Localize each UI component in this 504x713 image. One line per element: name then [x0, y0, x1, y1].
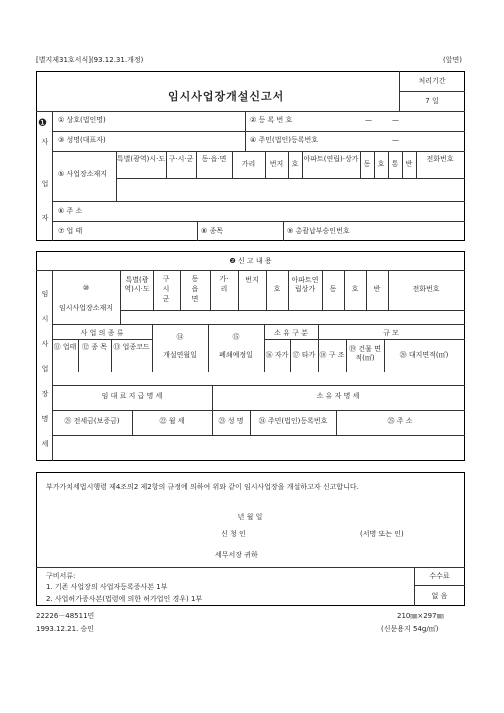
consolidated-payment-label: ⑨ 총괄납부승인번호: [287, 227, 350, 235]
biz-sub-type: ⑪ 업태: [53, 343, 77, 351]
loc-col-town: 동읍면: [191, 275, 199, 303]
recipient-label: 세무서장 귀하: [215, 551, 258, 559]
owner-name-label: ㉓ 성 명: [218, 417, 244, 425]
representative-label: ③ 성명(대표자): [58, 136, 106, 144]
form-code: 22226－48511민: [36, 612, 95, 620]
attachment-item-2: 2. 사업허가증사본(법령에 의한 허가업인 경우) 1부: [46, 595, 203, 603]
scale-sub-land-area: ⑳ 대지면적(㎡): [399, 351, 449, 359]
declaration-text: 부가가치세법시행령 제4조의2 제2항의 규정에 의하여 위와 같이 임시사업장을 개설하고자 신고합니다.: [46, 483, 359, 491]
loc-col-ban: 반: [373, 285, 381, 293]
declaration-date: 년 월 일: [237, 513, 263, 521]
owner-id-label: ㉔ 주민(법인)등록번호: [258, 417, 328, 425]
resident-number-label: ④ 주민(법인)등록번호: [250, 136, 319, 144]
owner-address-label: ㉕ 주 소: [387, 417, 413, 425]
addr-col-town: 동·읍·면: [201, 155, 227, 163]
addr-col-apartment: 아파트(연립)·상가: [303, 155, 359, 163]
rent-deposit-label: ㉑ 전세금(보증금): [64, 417, 120, 425]
business-type-label: ⑦ 업 태: [58, 227, 83, 235]
rent-header: 임 대 료 지 급 명 세: [101, 392, 163, 400]
fee-value: 없 음: [431, 592, 448, 600]
loc-col-district: 구시군: [162, 275, 170, 303]
loc-col-dong: 동: [329, 285, 337, 293]
report-heading: ❷ 신 고 내 용: [229, 257, 272, 265]
loc-col-apartment: 아파트연립상가: [291, 276, 319, 293]
rent-monthly-label: ㉒ 월 세: [159, 417, 185, 425]
fee-label: 수수료: [429, 572, 450, 580]
item-label: ⑧ 종목: [201, 227, 224, 235]
trade-name-label: ① 상호(법인명): [58, 116, 106, 124]
open-date-label: 개설연월일: [163, 351, 197, 359]
ownership-header: 소 유 구 분: [274, 329, 308, 337]
location-label: 임시사업장소재지: [58, 304, 114, 312]
addr-col-ho2: 호: [377, 160, 385, 168]
loc-col-village: 가·리: [219, 275, 229, 293]
applicant-label: 신 청 인: [221, 530, 246, 538]
addr-col-village: 가리: [241, 160, 256, 168]
loc-col-city: 특별(광역)시·도: [124, 276, 150, 293]
close-date-number: ⑮: [232, 333, 240, 341]
registration-number-label: ② 등 록 번 호: [250, 116, 293, 124]
addr-col-dong: 동: [363, 160, 371, 168]
business-kind-header: 사 업 의 종 류: [80, 329, 124, 337]
page-side: (앞면): [443, 56, 462, 64]
home-address-label: ⑥ 주 소: [58, 207, 83, 215]
own-sub-self: ⑯ 자가: [265, 351, 289, 359]
processing-value: 7 일: [425, 97, 439, 105]
loc-col-ho: 호: [273, 285, 281, 293]
biz-sub-item: ⑫ 종 목: [82, 343, 107, 351]
close-date-label: 폐쇄예정일: [219, 351, 253, 359]
reg-dash-1: —: [365, 116, 372, 124]
open-date-number: ⑭: [176, 333, 184, 341]
owner-header: 소 유 자 명 세: [316, 392, 360, 400]
attachments-label: 구비서류:: [46, 572, 76, 580]
addr-col-ban: 반: [405, 160, 413, 168]
reg-dash-2: —: [392, 116, 399, 124]
form-title: 임시사업장개설신고서: [168, 90, 285, 103]
paper-size: 210㎜×297㎜: [397, 612, 444, 620]
addr-col-lot: 번지: [269, 160, 284, 168]
resident-dash: —: [392, 136, 399, 144]
addr-col-tong: 통: [391, 160, 399, 168]
addr-col-ho: 호: [291, 160, 299, 168]
loc-col-phone: 전화번호: [412, 285, 440, 293]
form-reference: [별지제31호서식](93.12.31.개정): [36, 56, 144, 64]
paper-type: (신문용지 54g/㎡): [381, 625, 439, 633]
loc-col-lot: 번지: [245, 276, 259, 284]
attachment-item-1: 1. 기존 사업장의 사업자등록증사본 1부: [46, 583, 168, 591]
biz-sub-code: ⑬ 업종코드: [113, 343, 150, 351]
approval-date: 1993.12.21. 승인: [36, 625, 95, 633]
scale-header: 규 모: [383, 329, 399, 337]
own-sub-other: ⑰ 타가: [292, 351, 316, 359]
business-address-label: ⑤ 사업장소재지: [58, 170, 108, 178]
signature-label: (서명 또는 인): [360, 530, 404, 538]
scale-sub-building-area: ⑲ 건물 면적(㎡): [349, 345, 381, 362]
applicant-marker: ❶: [38, 118, 47, 129]
processing-label: 처리기간: [418, 77, 446, 85]
addr-col-phone: 전화번호: [426, 155, 454, 163]
scale-sub-structure: ⑱ 구 조: [319, 351, 345, 359]
addr-col-city: 특별(광역)시·도: [116, 155, 166, 163]
addr-col-district: 구·시·군: [168, 155, 194, 163]
loc-col-ho2: 호: [351, 285, 359, 293]
location-number: ⑩: [82, 284, 90, 292]
